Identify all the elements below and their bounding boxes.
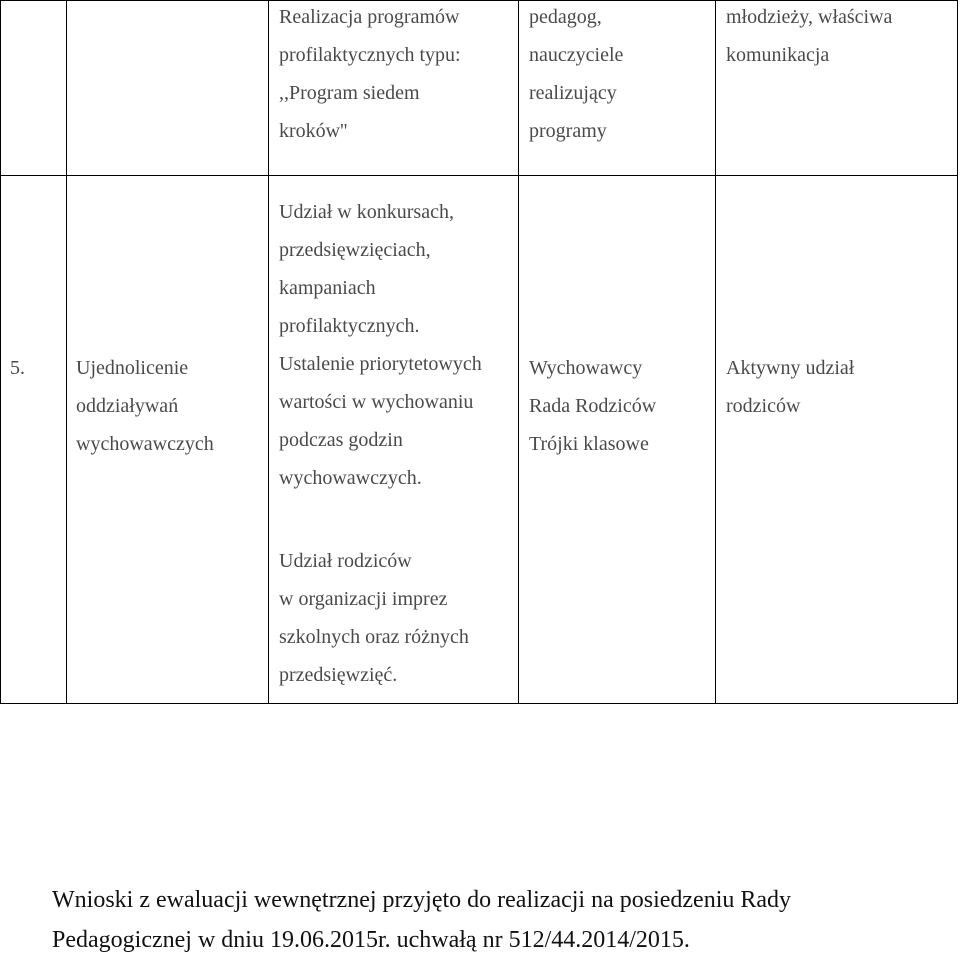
text-line: kroków'' — [279, 120, 348, 142]
conclusion-line-1: Wnioski z ewaluacji wewnętrznej przyjęto do realizacji na posiedzeniu Rady — [52, 887, 792, 913]
table-bottom-border — [0, 703, 958, 704]
row-number: 5. — [10, 357, 25, 379]
text-line: nauczyciele — [529, 44, 624, 66]
text-line: Ustalenie priorytetowych — [279, 353, 482, 375]
text-line: w organizacji imprez — [279, 588, 448, 610]
text-line: wartości w wychowaniu — [279, 391, 474, 413]
tasks-cell — [279, 193, 482, 497]
col-divider-2 — [268, 0, 269, 704]
conclusion-line-2: Pedagogicznej w dniu 19.06.2015r. uchwałą nr 512/44.2014/2015. — [52, 927, 690, 953]
area-cell — [76, 349, 214, 463]
text-line: przedsięwzięć. — [279, 664, 398, 686]
text-line: szkolnych oraz różnych — [279, 626, 469, 648]
tasks-cell-continued — [279, 542, 469, 694]
text-line: Rada Rodziców — [529, 395, 657, 417]
text-line: wychowawczych. — [279, 467, 422, 489]
text-line: pedagog, — [529, 6, 602, 28]
text-line: Aktywny udział — [726, 357, 855, 379]
text-line: Wychowawcy — [529, 357, 643, 379]
text-line: kampaniach — [279, 277, 376, 299]
text-line: Udział rodziców — [279, 550, 412, 572]
conclusion-paragraph — [52, 880, 932, 960]
text-line: profilaktycznych. — [279, 315, 420, 337]
text-line: komunikacja — [726, 44, 830, 66]
prev-row-tasks-cell — [279, 0, 461, 150]
text-line: programy — [529, 120, 607, 142]
text-line: podczas godzin — [279, 429, 403, 451]
text-line: młodzieży, właściwa — [726, 6, 893, 28]
row-divider — [0, 175, 958, 176]
text-line: Udział w konkursach, — [279, 201, 454, 223]
text-line: oddziaływań — [76, 395, 179, 417]
text-line: ,,Program siedem — [279, 82, 420, 104]
text-line: rodziców — [726, 395, 801, 417]
text-line: wychowawczych — [76, 433, 214, 455]
text-line: Trójki klasowe — [529, 433, 649, 455]
col-divider-4 — [715, 0, 716, 704]
responsible-cell — [529, 349, 656, 463]
text-line: realizujący — [529, 82, 617, 104]
table-left-border — [0, 0, 1, 704]
text-line: profilaktycznych typu: — [279, 44, 461, 66]
col-divider-1 — [66, 0, 67, 704]
outcome-cell — [726, 349, 854, 425]
table-right-border — [957, 0, 958, 704]
col-divider-3 — [518, 0, 519, 704]
text-line: przedsięwzięciach, — [279, 239, 431, 261]
text-line: Realizacja programów — [279, 6, 460, 28]
prev-row-outcome-cell — [726, 0, 892, 74]
row-number-cell — [10, 349, 25, 387]
text-line: Ujednolicenie — [76, 357, 189, 379]
prev-row-responsible-cell — [529, 0, 623, 150]
